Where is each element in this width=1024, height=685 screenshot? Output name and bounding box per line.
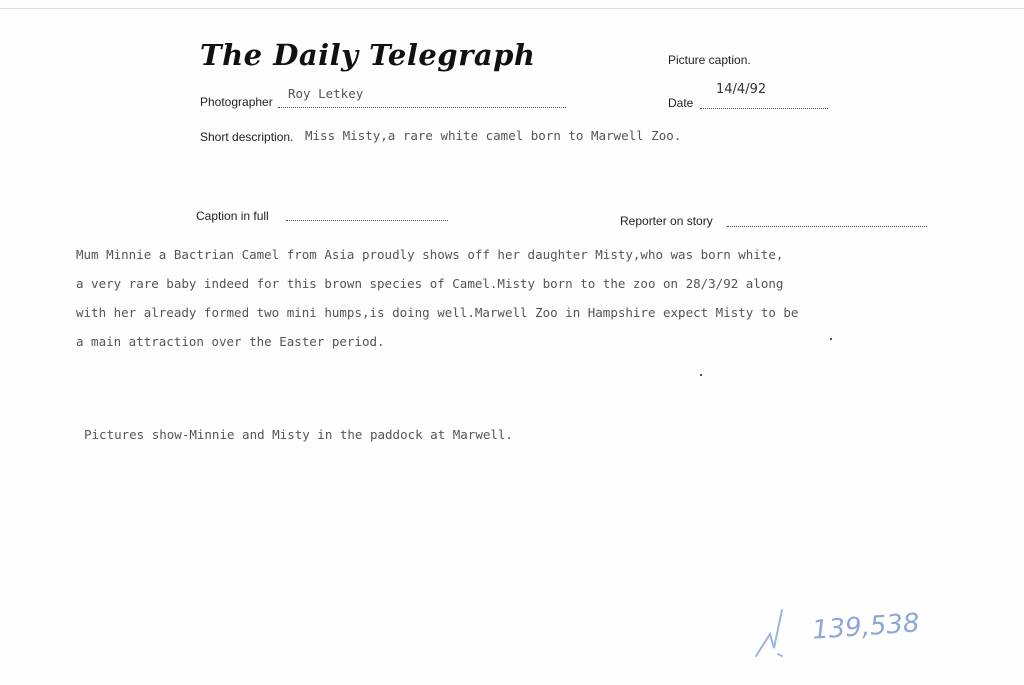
ink-speck — [700, 374, 702, 376]
caption-line-1: Mum Minnie a Bactrian Camel from Asia proudly shows off her daughter Misty,who was born white, — [76, 247, 784, 262]
date-dotted-line — [700, 107, 828, 109]
caption-line-2: a very rare baby indeed for this brown species of Camel.Misty born to the zoo on 28/3/92 along — [76, 276, 784, 291]
reporter-dotted-line — [727, 225, 927, 227]
photographer-value: Roy Letkey — [288, 86, 364, 101]
date-value: 14/4/92 — [716, 82, 767, 97]
photographer-dotted-line — [278, 106, 566, 108]
caption-line-3: with her already formed two mini humps,is doing well.Marwell Zoo in Hampshire expect Misty to be — [76, 305, 799, 320]
reporter-label: Reporter on story — [620, 214, 713, 228]
handwritten-tick-mark — [748, 604, 808, 664]
caption-line-4: a main attraction over the Easter period. — [76, 334, 385, 349]
caption-dotted-line — [286, 219, 448, 221]
pictures-show-line: Pictures show-Minnie and Misty in the paddock at Marwell. — [84, 427, 513, 442]
picture-caption-heading: Picture caption. — [668, 53, 751, 67]
caption-in-full-label: Caption in full — [196, 209, 269, 223]
archive-number: 139,538 — [811, 608, 921, 646]
newspaper-masthead: The Daily Telegraph — [200, 38, 536, 72]
short-description-value: Miss Misty,a rare white camel born to Marwell Zoo. — [305, 128, 682, 143]
date-label: Date — [668, 96, 694, 110]
ink-speck — [830, 338, 832, 340]
sheet-edge — [0, 8, 1024, 9]
short-description-label: Short description. — [200, 130, 294, 144]
photographer-label: Photographer — [200, 95, 273, 109]
